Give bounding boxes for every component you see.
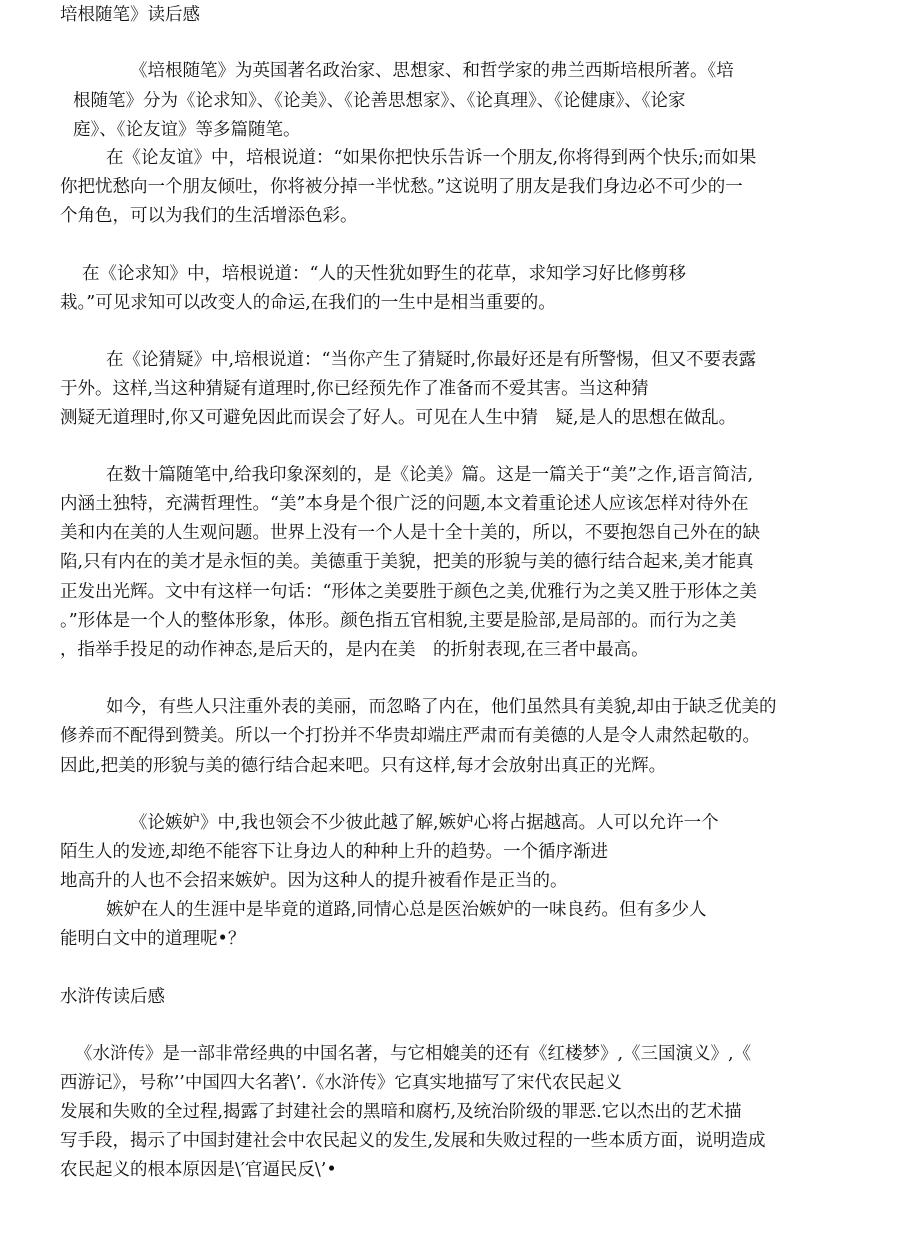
text-line: 个角色，可以为我们的生活增添色彩。 [60, 206, 358, 226]
text-line: 《论嫉妒》中,我也领会不少彼此越了解,嫉妒心将占据越高。人可以允许一个 [130, 813, 719, 833]
text-line: 西游记》，号称’’中国四大名著\’.《水浒传》它真实地描写了宋代农民起义 [60, 1073, 622, 1093]
text-line: 在数十篇随笔中,给我印象深刻的，是《论美》篇。这是一篇关于“美”之作,语言简洁, [106, 465, 754, 485]
text-line: 在《论友谊》中，培根说道：“如果你把快乐告诉一个朋友,你将得到两个快乐;而如果 [106, 148, 757, 168]
text-line: 地高升的人也不会招来嫉妒。因为这种人的提升被看作是正当的。 [60, 871, 568, 891]
text-line: 在《论猜疑》中,培根说道：“当你产生了猜疑时,你最好还是有所警惕，但又不要表露 [106, 350, 757, 370]
text-line: 在《论求知》中，培根说道：“人的天性犹如野生的花草，求知学习好比修剪移 [82, 264, 686, 284]
text-line: 修养而不配得到赞美。所以一个打扮并不华贵却端庄严肃而有美德的人是令人肃然起敬的。 [60, 726, 760, 746]
text-line: 如今，有些人只注重外表的美丽，而忽略了内在，他们虽然具有美貌,却由于缺乏优美的 [106, 697, 777, 717]
text-line: 陌生人的发迹,却绝不能容下让身边人的种种上升的趋势。一个循序渐进 [60, 842, 609, 862]
text-line: 你把忧愁向一个朋友倾吐，你将被分掉一半忧愁。”这说明了朋友是我们身边必不可少的一 [60, 177, 743, 197]
text-line: 。”形体是一个人的整体形象，体形。颜色指五官相貌,主要是脸部,是局部的。而行为之美 [60, 611, 737, 631]
text-line: 庭》、《论友谊》等多篇随笔。 [73, 120, 301, 140]
essay-title-shuihu: 水浒传读后感 [60, 987, 165, 1007]
text-line: 于外。这样,当这种猜疑有道理时,你已经预先作了准备而不爱其害。当这种猜 [60, 379, 649, 399]
text-line: 发展和失败的全过程,揭露了封建社会的黑暗和腐朽,及统治阶级的罪恶.它以杰出的艺术描 [60, 1102, 742, 1122]
text-line: 测疑无道理时,你又可避免因此而误会了好人。可见在人生中猜 疑,是人的思想在做乱。 [60, 408, 737, 428]
text-line: 内涵土独特，充满哲理性。“美”本身是个很广泛的问题,本文着重论述人应该怎样对待外在 [60, 494, 749, 514]
text-line: 陷,只有内在的美才是永恒的美。美德重于美貌，把美的形貌与美的德行结合起来,美才能真 [60, 552, 754, 572]
text-line: 根随笔》分为《论求知》、《论美》、《论善思想家》、《论真理》、《论健康》、《论家 [73, 91, 686, 111]
text-line: 美和内在美的人生观问题。世界上没有一个人是十全十美的，所以，不要抱怨自己外在的缺 [60, 523, 760, 543]
text-line: 正发出光辉。文中有这样一句话：“形体之美要胜于颜色之美,优雅行为之美又胜于形体之美 [60, 582, 758, 602]
text-line: 《培根随笔》为英国著名政治家、思想家、和哲学家的弗兰西斯培根所著。《培 [130, 61, 734, 81]
text-line: 农民起义的根本原因是\′官逼民反\’• [60, 1160, 337, 1180]
text-line: 写手段，揭示了中国封建社会中农民起义的发生,发展和失败过程的一些本质方面，说明造成 [60, 1131, 766, 1151]
text-line: 嫉妒在人的生涯中是毕竟的道路,同情心总是医治嫉妒的一味良药。但有多少人 [106, 900, 707, 920]
text-line: 能明白文中的道理呢•？ [60, 929, 246, 949]
text-line: 因此,把美的形貌与美的德行结合起来吧。只有这样,每才会放射出真正的光辉。 [60, 756, 667, 776]
text-line: ，指举手投足的动作神态,是后天的，是内在美 的折射表现,在三者中最高。 [60, 640, 649, 660]
text-line: 《水浒传》是一部非常经典的中国名著，与它相媲美的还有《红楼梦》,《三国演义》,《 [75, 1044, 752, 1064]
essay-title-peigen: 培根随笔》读后感 [60, 5, 200, 25]
text-line: 栽。”可见求知可以改变人的命运,在我们的一生中是相当重要的。 [60, 293, 556, 313]
